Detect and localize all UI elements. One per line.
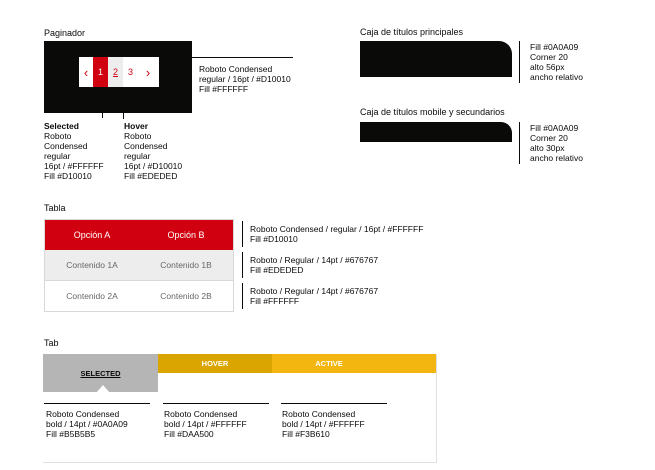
connector-line <box>242 283 243 309</box>
tab-hover-label: HOVER <box>201 359 229 368</box>
table-plain-row-spec: Roboto / Regular / 14pt / #676767 Fill #FFFFFF <box>250 286 379 306</box>
connector-line <box>102 87 103 118</box>
connector-line <box>123 99 124 119</box>
tab-section-title: Tab <box>44 338 59 348</box>
chevron-right-icon[interactable]: › <box>145 64 151 80</box>
connector-line <box>281 403 387 404</box>
title-box-main-title: Caja de títulos principales <box>360 27 464 37</box>
connector-line <box>124 87 125 99</box>
tab-active-spec: Roboto Condensed bold / 14pt / #FFFFFF Fill #F3B610 <box>282 409 365 439</box>
tab-selected-label: SELECTED <box>80 368 121 378</box>
table <box>44 219 234 312</box>
tab-selected-spec: Roboto Condensed bold / 14pt / #0A0A09 Fill #B5B5B5 <box>46 409 128 439</box>
connector-line <box>242 252 243 278</box>
table-cell: Contenido 2A <box>66 291 118 301</box>
table-title: Tabla <box>44 203 66 213</box>
paginator-spec: Roboto Condensed regular / 16pt / #D10010 Fill #FFFFFF <box>199 64 291 94</box>
table-row <box>45 281 233 311</box>
connector-line <box>519 41 520 83</box>
table-cell: Contenido 2B <box>160 291 212 301</box>
connector-line <box>44 403 150 404</box>
title-box-mobile-title: Caja de títulos mobile y secundarios <box>360 107 505 117</box>
tab-hover[interactable] <box>158 354 272 373</box>
caret-up-icon <box>96 385 110 393</box>
table-cell: Contenido 1B <box>160 260 212 270</box>
title-box-mobile-spec: Fill #0A0A09 Corner 20 alto 30px ancho relativo <box>530 123 583 163</box>
title-box-mobile <box>360 122 512 142</box>
tab-active[interactable] <box>272 354 436 373</box>
paginator-selected-spec: Selected Roboto Condensed regular 16pt / #FFFFFF Fill #D10010 <box>44 121 104 181</box>
connector-line <box>519 122 520 164</box>
table-header-cell[interactable]: Opción B <box>167 230 205 240</box>
title-box-main <box>360 41 512 77</box>
connector-line <box>242 221 243 247</box>
table-header-cell[interactable]: Opción A <box>73 230 111 240</box>
title-box-main-spec: Fill #0A0A09 Corner 20 alto 56px ancho relativo <box>530 42 583 82</box>
table-row <box>45 250 233 281</box>
page-2-hover[interactable]: 2 <box>108 57 123 87</box>
connector-line <box>192 57 293 58</box>
page-1-selected[interactable]: 1 <box>93 57 108 87</box>
table-header-row <box>45 220 233 250</box>
paginator-preview <box>44 41 192 113</box>
connector-line <box>163 403 269 404</box>
table-header-spec: Roboto Condensed / regular / 16pt / #FFFFFF Fill #D10010 <box>250 224 424 244</box>
paginator-title: Paginador <box>44 28 86 38</box>
table-alt-row-spec: Roboto / Regular / 14pt / #676767 Fill #EDEDED <box>250 255 379 275</box>
table-cell: Contenido 1A <box>66 260 118 270</box>
tab-hover-spec: Roboto Condensed bold / 14pt / #FFFFFF Fill #DAA500 <box>164 409 247 439</box>
chevron-left-icon[interactable]: ‹ <box>83 64 89 80</box>
connector-line <box>124 99 133 100</box>
tab-active-label: ACTIVE <box>315 359 343 368</box>
page-3[interactable]: 3 <box>127 67 133 77</box>
paginator-hover-spec: Hover Roboto Condensed regular 16pt / #D10010 Fill #EDEDED <box>124 121 183 181</box>
paginator <box>79 57 159 87</box>
